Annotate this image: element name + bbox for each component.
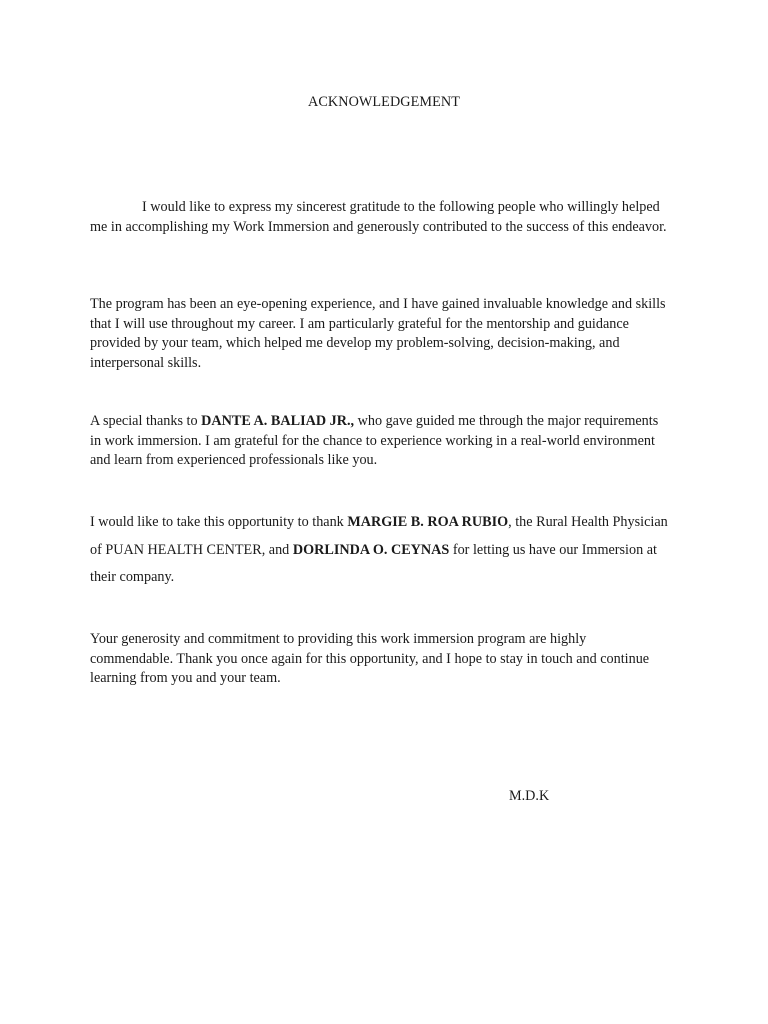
mentor-name: DANTE A. BALIAD JR.,: [201, 413, 355, 429]
opportunity-middle: , the Rural Health Physician of PUAN HEALTH CENTER, and: [90, 514, 668, 558]
signature-initials: M.D.K: [509, 788, 550, 804]
special-thanks-lead: A special thanks to: [90, 413, 202, 429]
paragraph-opportunity: [90, 509, 670, 592]
special-thanks-body: who gave guided me through the major requirements in work immersion. I am grateful for the chance to experience working in a real-world environment and learn from experienced professionals like you.: [90, 413, 659, 468]
opportunity-end: for letting us have our Immersion at their company.: [90, 541, 657, 585]
paragraph-gratitude: [90, 198, 670, 237]
host-name: DORLINDA O. CEYNAS: [292, 541, 450, 558]
page-title: ACKNOWLEDGEMENT: [307, 94, 461, 110]
paragraph-closing: Your generosity and commitment to providing this work immersion program are highly commendable. Thank you once again for this opportunity, and I hope to stay in touch and continue learning from you and your team.: [90, 631, 650, 686]
physician-name: MARGIE B. ROA RUBIO: [347, 514, 509, 530]
paragraph-gratitude-text: I would like to express my sincerest gratitude to the following people who willingly helped me in accomplishing my Work Immersion and generously contributed to the success of this endeavor.: [90, 199, 667, 235]
paragraph-program: The program has been an eye-opening experience, and I have gained invaluable knowledge and skills that I will use throughout my career. I am particularly grateful for the mentorship and guidance provided by your team, which helped me develop my problem-solving, decision-making, and interpersonal skills.: [90, 296, 666, 371]
opportunity-lead: I would like to take this opportunity to thank: [90, 514, 348, 530]
paragraph-special-thanks: [90, 412, 670, 471]
